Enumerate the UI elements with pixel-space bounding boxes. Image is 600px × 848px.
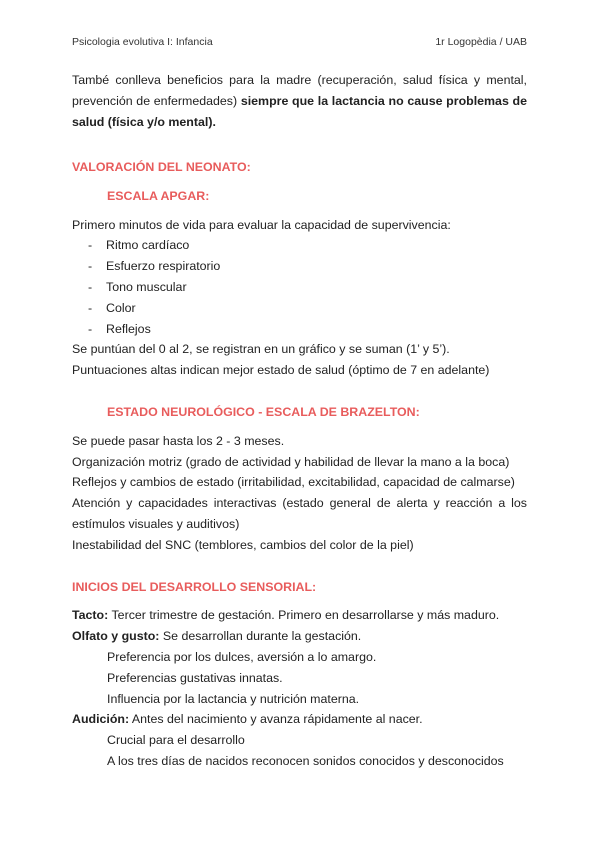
list-item: Influencia por la lactancia y nutrición materna. xyxy=(107,691,360,706)
list-item: A los tres días de nacidos reconocen sonidos conocidos y desconocidos xyxy=(107,753,504,768)
list-item: - Esfuerzo respiratorio xyxy=(88,259,221,274)
list-item: - Tono muscular xyxy=(88,279,187,294)
apgar-note-scoring: Se puntúan del 0 al 2, se registran en un gráfico y se suman (1’ y 5’). xyxy=(72,342,450,357)
sensorial-audicion: Audición: Antes del nacimiento y avanza rápidamente al nacer. xyxy=(72,712,423,727)
list-item: - Reflejos xyxy=(88,321,151,336)
brazelton-line: Inestabilidad del SNC (temblores, cambios del color de la piel) xyxy=(72,537,414,552)
brazelton-line: Atención y capacidades interactivas (estado general de alerta y reacción a los estímulos visuales y auditivos) xyxy=(72,496,527,531)
header-degree: 1r Logopèdia / UAB xyxy=(435,36,527,48)
list-item: Preferencia por los dulces, aversión a lo amargo. xyxy=(107,649,377,664)
brazelton-line: Se puede pasar hasta los 2 - 3 meses. xyxy=(72,433,285,448)
brazelton-line: Organización motriz (grado de actividad y habilidad de llevar la mano a la boca) xyxy=(72,454,510,469)
sensorial-olfato: Olfato y gusto: Se desarrollan durante la gestación. xyxy=(72,629,362,644)
intro-paragraph xyxy=(72,70,527,133)
heading-valoracion: VALORACIÓN DEL NEONATO: xyxy=(72,160,251,174)
heading-brazelton: ESTADO NEUROLÓGICO - ESCALA DE BRAZELTON: xyxy=(107,404,420,419)
apgar-note-high: Puntuaciones altas indican mejor estado de salud (óptimo de 7 en adelante) xyxy=(72,363,490,378)
list-item: - Color xyxy=(88,300,136,315)
list-item: Crucial para el desarrollo xyxy=(107,733,245,748)
heading-apgar: ESCALA APGAR: xyxy=(107,188,210,203)
header-course: Psicologia evolutiva I: Infancia xyxy=(72,36,213,48)
document-body xyxy=(72,70,527,772)
list-item: - Ritmo cardíaco xyxy=(88,238,190,253)
intro-bold: siempre que la lactancia no cause problemas de salud (física y/o mental). xyxy=(72,94,527,129)
apgar-intro: Primero minutos de vida para evaluar la capacidad de supervivencia: xyxy=(72,217,451,232)
brazelton-line: Reflejos y cambios de estado (irritabilidad, excitabilidad, capacidad de calmarse) xyxy=(72,475,515,490)
intro-text: També conlleva beneficios para la madre (recuperación, salud física y mental, prevención de enfermedades) xyxy=(72,73,527,108)
heading-sensorial: INICIOS DEL DESARROLLO SENSORIAL: xyxy=(72,579,317,594)
list-item: Preferencias gustativas innatas. xyxy=(107,670,283,685)
sensorial-tacto: Tacto: Tercer trimestre de gestación. Primero en desarrollarse y más maduro. xyxy=(72,608,500,623)
